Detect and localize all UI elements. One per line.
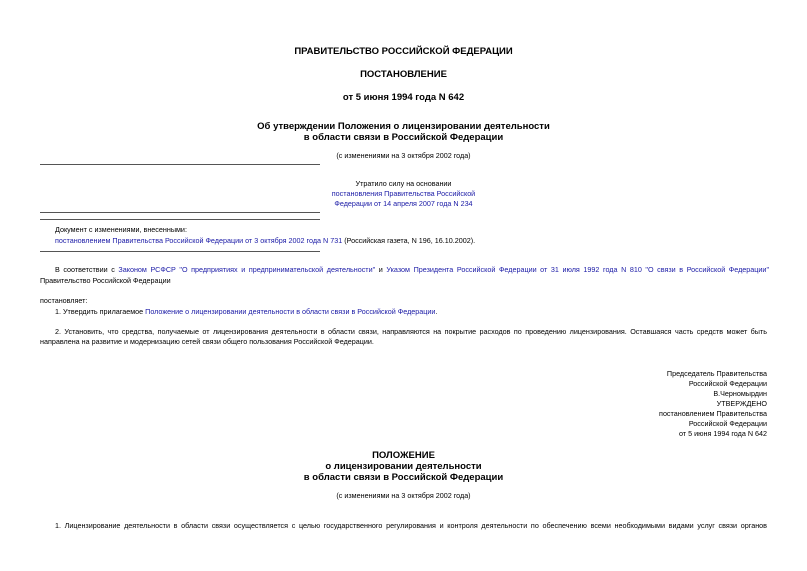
signature-line1: Председатель Правительства <box>666 369 767 378</box>
changes-note: (с изменениями на 3 октября 2002 года) <box>336 151 471 160</box>
preamble-end: Правительство Российской Федерации <box>40 276 171 285</box>
decides-text: постановляет: <box>40 296 88 305</box>
approved-line3: Российской Федерации <box>688 419 767 428</box>
signature-line2: Российской Федерации <box>688 379 767 388</box>
law-link[interactable]: Законом РСФСР "О предприятиях и предпринимательской деятельности" <box>118 265 376 274</box>
item-1-start: 1. Утвердить прилагаемое <box>55 307 146 316</box>
amendments-link[interactable]: постановлением Правительства Российской Федерации от 3 октября 2002 года N 731 <box>55 236 343 245</box>
separator-rule <box>40 251 320 252</box>
approved-label: УТВЕРЖДЕНО <box>716 399 767 408</box>
separator-rule <box>40 212 320 213</box>
preamble-and: и <box>375 265 387 274</box>
invalid-notice-link-line2[interactable]: Федерации от 14 апреля 2007 года N 234 <box>334 199 473 208</box>
decree-link[interactable]: Указом Президента Российской Федерации от 31 июля 1992 года N 810 "О связи в Российской Федерации" <box>386 265 769 274</box>
item-2-line1: 2. Установить, что средства, получаемые от лицензирования деятельности в области связи, направляются на покрытие расходов по проведению лицензирования. Оставшаяся часть средств может быть <box>55 327 767 336</box>
signature-line3: В.Черномырдин <box>713 389 767 398</box>
doc-date: от 5 июня 1994 года N 642 <box>342 92 465 103</box>
item-1-end: . <box>435 307 438 316</box>
separator-rule <box>40 219 320 220</box>
org-heading: ПРАВИТЕЛЬСТВО РОССИЙСКОЙ ФЕДЕРАЦИИ <box>294 46 513 57</box>
preamble-start: В соответствии с <box>55 265 119 274</box>
regulation-subtitle1: о лицензировании деятельности <box>325 461 482 472</box>
doc-type-heading: ПОСТАНОВЛЕНИЕ <box>360 69 447 80</box>
approved-line4: от 5 июня 1994 года N 642 <box>678 429 767 438</box>
approved-line2: постановлением Правительства <box>659 409 767 418</box>
item-2-line2: направлена на развитие и модернизацию сетей связи общего пользования Российской Федерации. <box>40 337 374 346</box>
doc-title-line1: Об утверждении Положения о лицензировании деятельности <box>257 121 550 132</box>
preamble-paragraph <box>55 265 769 274</box>
doc-title-line2: в области связи в Российской Федерации <box>303 132 504 143</box>
invalid-notice-text: Утратило силу на основании <box>355 179 452 188</box>
regulation-title: ПОЛОЖЕНИЕ <box>372 450 435 461</box>
regulation-paragraph-1: 1. Лицензирование деятельности в области связи осуществляется с целью государственного регулирования и контроля деятельности по обеспечению всеми необходимыми видами услуг связи органов <box>55 521 767 530</box>
amendments-line <box>55 236 475 245</box>
separator-rule <box>40 164 320 165</box>
amendments-source: (Российская газета, N 196, 16.10.2002). <box>342 236 476 245</box>
amendments-label: Документ с изменениями, внесенными: <box>55 225 187 234</box>
regulation-link[interactable]: Положение о лицензировании деятельности в области связи в Российской Федерации <box>145 307 436 316</box>
regulation-subtitle2: в области связи в Российской Федерации <box>303 472 504 483</box>
item-1 <box>55 307 437 316</box>
regulation-changes-note: (с изменениями на 3 октября 2002 года) <box>336 491 471 500</box>
invalid-notice-link-line1[interactable]: постановления Правительства Российской <box>331 189 476 198</box>
